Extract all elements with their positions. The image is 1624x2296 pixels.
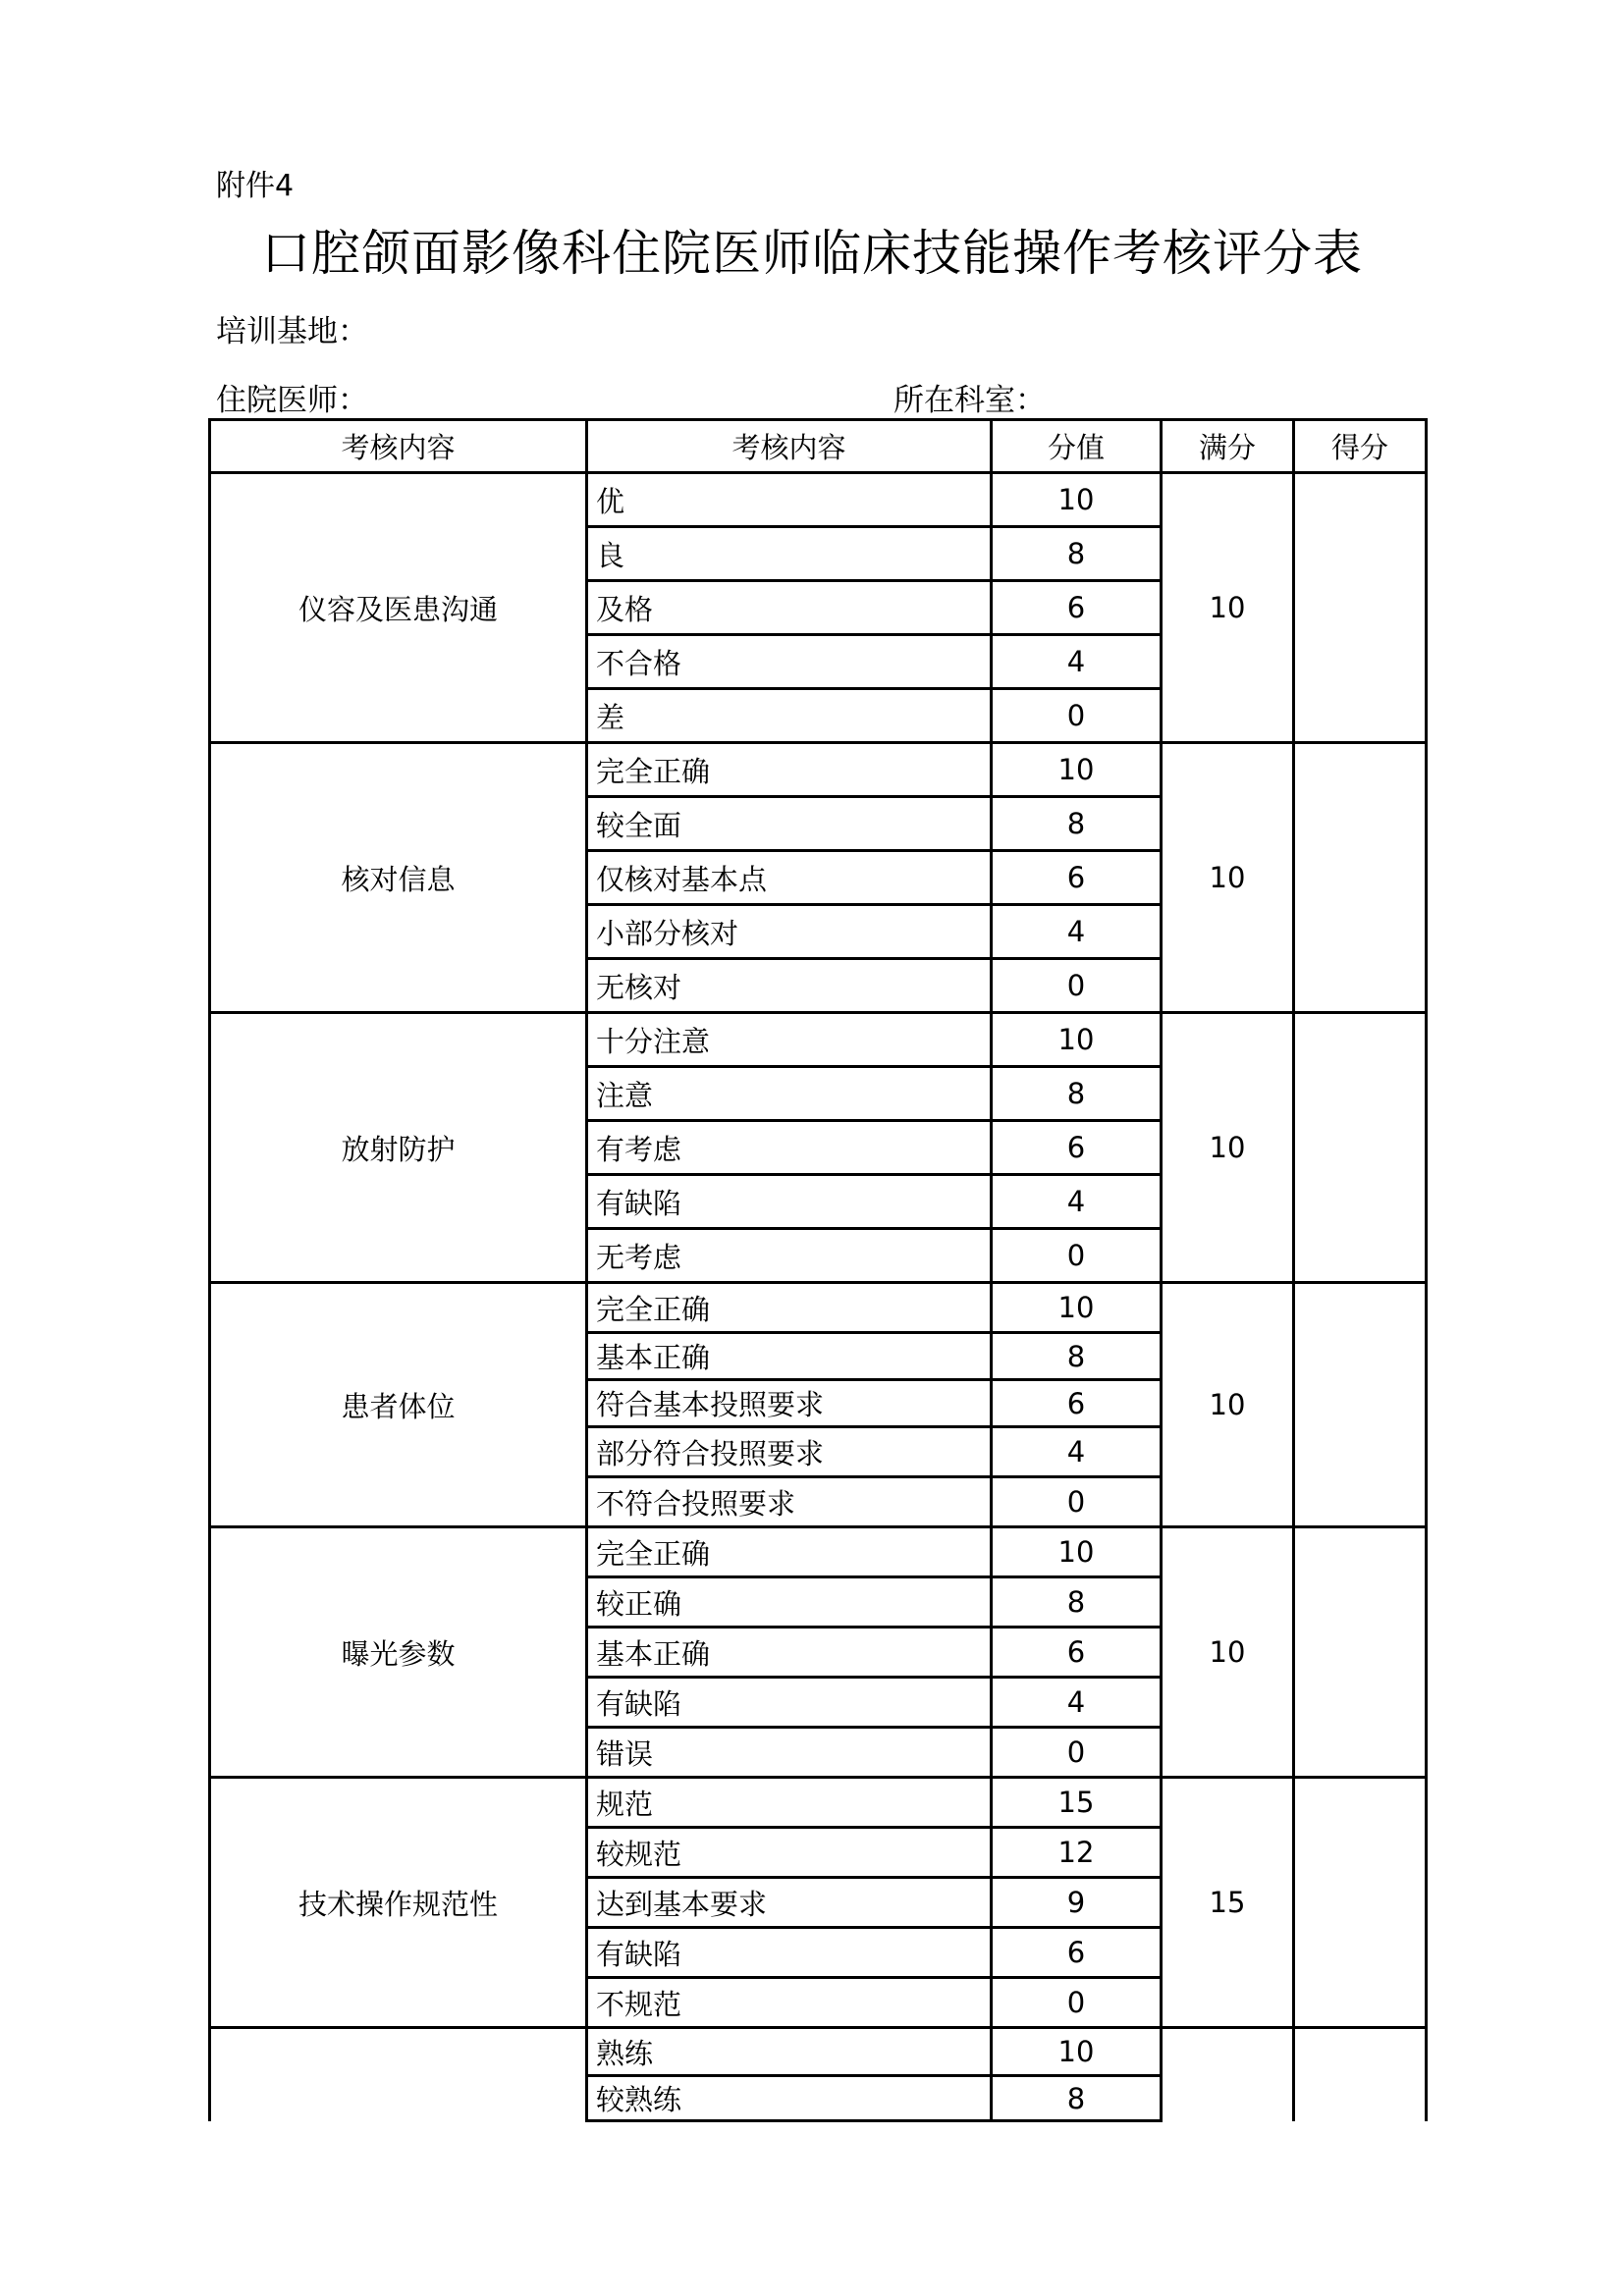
criterion-cell: 基本正确 xyxy=(587,1628,992,1678)
score-cell: 6 xyxy=(992,1928,1162,1978)
obtained-score-cell[interactable] xyxy=(1294,1013,1427,1283)
score-cell: 0 xyxy=(992,1728,1162,1778)
table-row xyxy=(210,1778,1427,1828)
obtained-score-cell[interactable] xyxy=(1294,1283,1427,1527)
category-cell xyxy=(210,2028,587,2121)
training-base-label: 培训基地： xyxy=(216,314,368,349)
full-score-cell: 10 xyxy=(1162,473,1294,743)
criterion-cell: 不符合投照要求 xyxy=(587,1477,992,1527)
criterion-cell: 错误 xyxy=(587,1728,992,1778)
category-cell: 患者体位 xyxy=(210,1283,587,1527)
score-cell: 4 xyxy=(992,1427,1162,1477)
criterion-cell: 小部分核对 xyxy=(587,905,992,959)
score-cell: 4 xyxy=(992,905,1162,959)
score-cell: 6 xyxy=(992,1121,1162,1175)
obtained-score-cell[interactable] xyxy=(1294,473,1427,743)
obtained-score-cell[interactable] xyxy=(1294,1778,1427,2028)
criterion-cell: 达到基本要求 xyxy=(587,1878,992,1928)
header-item: 考核内容 xyxy=(587,420,992,473)
score-cell: 10 xyxy=(992,473,1162,527)
header-category: 考核内容 xyxy=(210,420,587,473)
score-cell: 8 xyxy=(992,1333,1162,1380)
criterion-cell: 有考虑 xyxy=(587,1121,992,1175)
score-cell: 4 xyxy=(992,1678,1162,1728)
score-cell: 0 xyxy=(992,1978,1162,2028)
criterion-cell: 良 xyxy=(587,527,992,581)
full-score-cell: 10 xyxy=(1162,1283,1294,1527)
criterion-cell: 及格 xyxy=(587,581,992,635)
criterion-cell: 注意 xyxy=(587,1067,992,1121)
table-row xyxy=(210,2028,1427,2076)
category-cell: 仪容及医患沟通 xyxy=(210,473,587,743)
category-cell: 技术操作规范性 xyxy=(210,1778,587,2028)
criterion-cell: 有缺陷 xyxy=(587,1175,992,1229)
criterion-cell: 无核对 xyxy=(587,959,992,1013)
criterion-cell: 较熟练 xyxy=(587,2076,992,2121)
criterion-cell: 符合基本投照要求 xyxy=(587,1380,992,1427)
criterion-cell: 差 xyxy=(587,689,992,743)
criterion-cell: 无考虑 xyxy=(587,1229,992,1283)
full-score-cell: 10 xyxy=(1162,1527,1294,1778)
score-cell: 6 xyxy=(992,1380,1162,1427)
department-label: 所在科室： xyxy=(893,383,1046,418)
header-full: 满分 xyxy=(1162,420,1294,473)
header-score: 分值 xyxy=(992,420,1162,473)
score-cell: 0 xyxy=(992,959,1162,1013)
criterion-cell: 十分注意 xyxy=(587,1013,992,1067)
full-score-cell: 15 xyxy=(1162,1778,1294,2028)
criterion-cell: 规范 xyxy=(587,1778,992,1828)
score-cell: 8 xyxy=(992,527,1162,581)
score-cell: 10 xyxy=(992,1527,1162,1577)
score-cell: 10 xyxy=(992,2028,1162,2076)
page-title: 口腔颌面影像科住院医师临床技能操作考核评分表 xyxy=(261,225,1363,282)
criterion-cell: 优 xyxy=(587,473,992,527)
score-cell: 4 xyxy=(992,1175,1162,1229)
criterion-cell: 不规范 xyxy=(587,1978,992,2028)
score-cell: 12 xyxy=(992,1828,1162,1878)
obtained-score-cell[interactable] xyxy=(1294,2028,1427,2121)
criterion-cell: 部分符合投照要求 xyxy=(587,1427,992,1477)
score-cell: 4 xyxy=(992,635,1162,689)
obtained-score-cell[interactable] xyxy=(1294,1527,1427,1778)
criterion-cell: 较正确 xyxy=(587,1577,992,1628)
obtained-score-cell[interactable] xyxy=(1294,743,1427,1013)
full-score-cell: 10 xyxy=(1162,743,1294,1013)
score-cell: 10 xyxy=(992,1283,1162,1333)
attachment-label: 附件4 xyxy=(216,169,295,203)
criterion-cell: 仅核对基本点 xyxy=(587,851,992,905)
table-row xyxy=(210,1283,1427,1333)
score-cell: 15 xyxy=(992,1778,1162,1828)
score-body xyxy=(210,473,1427,2121)
score-cell: 6 xyxy=(992,581,1162,635)
score-cell: 9 xyxy=(992,1878,1162,1928)
criterion-cell: 较全面 xyxy=(587,797,992,851)
criterion-cell: 基本正确 xyxy=(587,1333,992,1380)
category-cell: 放射防护 xyxy=(210,1013,587,1283)
score-cell: 8 xyxy=(992,797,1162,851)
score-cell: 6 xyxy=(992,851,1162,905)
full-score-cell xyxy=(1162,2028,1294,2121)
criterion-cell: 熟练 xyxy=(587,2028,992,2076)
criterion-cell: 完全正确 xyxy=(587,743,992,797)
category-cell: 曝光参数 xyxy=(210,1527,587,1778)
table-row xyxy=(210,1527,1427,1577)
resident-label: 住院医师： xyxy=(216,383,368,418)
score-cell: 0 xyxy=(992,1229,1162,1283)
score-cell: 10 xyxy=(992,743,1162,797)
score-cell: 6 xyxy=(992,1628,1162,1678)
criterion-cell: 不合格 xyxy=(587,635,992,689)
score-table xyxy=(208,418,1428,2122)
score-cell: 0 xyxy=(992,1477,1162,1527)
score-cell: 8 xyxy=(992,1067,1162,1121)
criterion-cell: 完全正确 xyxy=(587,1283,992,1333)
table-row xyxy=(210,743,1427,797)
criterion-cell: 有缺陷 xyxy=(587,1678,992,1728)
table-row xyxy=(210,1013,1427,1067)
score-cell: 0 xyxy=(992,689,1162,743)
criterion-cell: 完全正确 xyxy=(587,1527,992,1577)
score-cell: 10 xyxy=(992,1013,1162,1067)
table-row xyxy=(210,473,1427,527)
full-score-cell: 10 xyxy=(1162,1013,1294,1283)
criterion-cell: 较规范 xyxy=(587,1828,992,1878)
category-cell: 核对信息 xyxy=(210,743,587,1013)
header-row xyxy=(210,420,1427,473)
header-obtained: 得分 xyxy=(1294,420,1427,473)
score-cell: 8 xyxy=(992,2076,1162,2121)
criterion-cell: 有缺陷 xyxy=(587,1928,992,1978)
score-cell: 8 xyxy=(992,1577,1162,1628)
